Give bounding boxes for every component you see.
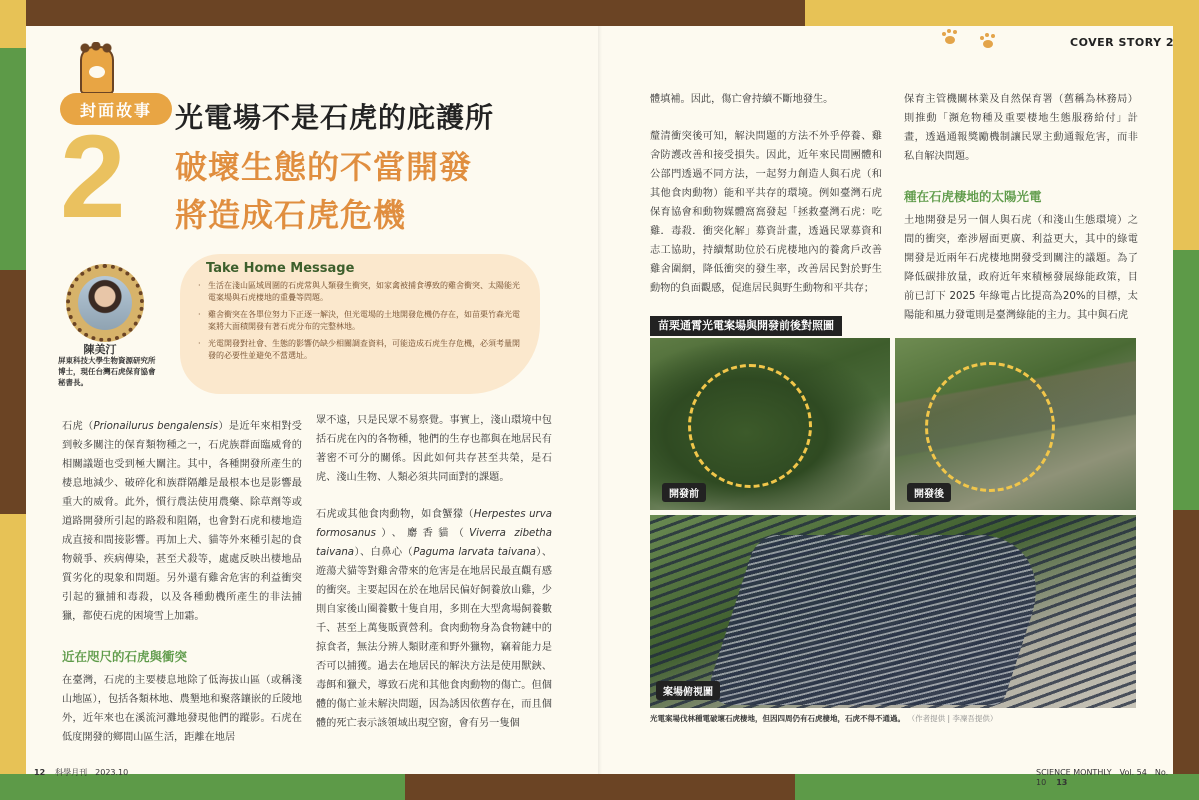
paragraph: 石虎或其他食肉動物，如食蟹獴（Herpestes urva formosanus）、麝香貓（Viverra zibetha taivana）、白鼻心（Paguma larvata taivana）、遊蕩犬貓等對雞舍帶來的危害是在地居民最直觀有感的衝突。主要起因在於在地居民偏好飼養放山雞，少則自家後山圈養數十隻自用，多則在大型禽場飼養數千、甚至上萬隻販賣營利。食肉動物身為食物鏈中的掠食者，無法分辨人類財產和野外獵物，竊着能力是否可以捕獲。過去在地居民的解決方法是使用獸鋏、毒餌和獵犬，導致石虎和其他食肉動物的傷亡。但個體的傷亡並未解決問題，因為誘因依舊存在，而且個體的死亡表示該領域出現空窗，會有另一隻個	[316, 508, 553, 729]
frame-block	[0, 0, 26, 48]
highlight-circle	[688, 364, 812, 488]
paragraph: 石虎（Prionailurus bengalensis）是近年來相對受到較多關注的保育類物種之一，石虎族群面臨威脅的相關議題也受到極大關注。其中，各種開發所產生的棲息地減少、破碎化和族群隔離是最根本也是影響最重大的威脅。此外，慣行農法使用農藥、除草劑等或道路開發所引起的路殺和阻隔，也會對石虎和棲地造成直接和間接影響。再加上犬、貓等外來種引起的食物競爭、疾病傳染，甚至犬殺等，處處反映出棲地品質劣化的現象和問題。另外還有雞舍危害的利益衝突引起的獵捕和毒殺，以及各種動機所產生的非法捕獵，都使石虎的困境雪上加霜。	[62, 421, 302, 622]
body-column-2	[316, 412, 552, 752]
frame-block	[1173, 26, 1199, 250]
figure-title: 苗栗通霄光電案場與開發前後對照圖	[650, 316, 842, 336]
page-number: 13	[1056, 778, 1068, 787]
section-tag: 封面故事	[60, 93, 172, 125]
frame-block	[1173, 510, 1199, 800]
solar-panels	[702, 535, 1057, 705]
photo-aerial-view	[650, 515, 1136, 708]
photo-label: 案場俯視圖	[656, 681, 720, 700]
photo-label: 開發後	[907, 483, 951, 502]
page-number: 12	[34, 768, 46, 777]
photo-before-development	[650, 338, 890, 510]
title-line-1: 光電場不是石虎的庇護所	[175, 101, 495, 134]
author-avatar	[66, 264, 144, 342]
paragraph: 在臺灣，石虎的主要棲息地除了低海拔山區（或稱淺山地區），包括各類林地、農墾地和聚落鑲嵌的丘陵地外，近年來也在溪流河灘地發現他們的蹤影。石虎在低度開發的鄉間山區生活，距離在地居	[62, 674, 302, 743]
subheading: 種在石虎棲地的太陽光電	[904, 188, 1042, 204]
take-home-item: · 光電開發對社會、生態的影響仍缺少相關調查資料，可能造成石虎生存危機，必須考量開發的必要性並避免不當選址。	[198, 338, 520, 363]
take-home-item: · 生活在淺山區域周圍的石虎常與人類發生衝突，如家禽被捕食導致的雞舍衝突、太陽能光電案場與石虎棲地的重疊等問題。	[198, 280, 520, 305]
right-folio: SCIENCE MONTHLY Vol. 54 No. 10 13	[1036, 768, 1169, 787]
species-name: Paguma larvata taivana	[413, 546, 536, 558]
author-bio: 屏東科技大學生物資源研究所博士，現任台灣石虎保育協會秘書長。	[58, 356, 156, 387]
paragraph: 眾不遠，只是民眾不易察覺。事實上，淺山環境中包括石虎在內的各物種，牠們的生存也都與在地居民有著密不可分的關係。因此如何共存甚至共榮，是石虎、淺山生物、人類必須共同面對的課題。	[316, 415, 552, 483]
paragraph: 保育主管機關林業及自然保育署（舊稱為林務局）則推動「瀕危物種及重要棲地生態服務給付」計畫，透過通報獎勵機制讓民眾主動通報危害，而非私自解決問題。	[904, 94, 1138, 162]
author-name: 陳美汀	[83, 343, 117, 356]
species-name: Prionailurus bengalensis	[93, 421, 219, 432]
take-home-title: Take Home Message	[206, 261, 355, 276]
frame-block	[0, 514, 26, 800]
frame-block	[405, 774, 795, 800]
story-number: 2	[60, 111, 126, 243]
left-folio: 12 科學月刊 2023.10	[34, 768, 129, 777]
paragraph: 釐清衝突後可知，解決問題的方法不外乎停養、雞舍防護改善和接受損失。因此，近年來民間團體和公部門透過不同方法，一起努力創造人與石虎（和其他食肉動物）能和平共存的環境。例如臺灣石虎保育協會和動物媒體窩窩發起「拯救臺灣石虎：吃雞．毒殺．衝突化解」募資計畫，透過民眾募資和志工協助，持續幫助位於石虎棲地內的養禽戶改善雞舍圍網，降低衝突的發生率，改善居民對於野生動物的負面觀感，促進居民與野生動物和平共存；	[650, 130, 882, 294]
paragraph: 土地開發是另一個人與石虎（和淺山生態環境）之間的衝突，牽涉層面更廣、利益更大，其中的綠電開發是近兩年石虎棲地開發受到關注的議題。為了降低碳排放量，政府近年來積極發展綠能政策，目前已訂下 2025 年綠電占比提高為20%的目標，太陽能和風力發電則是臺灣綠能的主力。其中與石虎	[904, 215, 1138, 321]
take-home-item: · 雞舍衝突在各單位努力下正逐一解決，但光電場的土地開發危機仍存在，如苗栗竹森光電案將大面積開發有著石虎分布的完整林地。	[198, 309, 520, 334]
take-home-list	[198, 280, 520, 366]
figure-caption: 光電案場伐林種電破壞石虎棲地，但因四周仍有石虎棲地，石虎不得不通過。 （作者提供 | 李凜吾提供）	[650, 714, 998, 723]
species-name: Herpestes urva formosanus	[316, 508, 552, 539]
photo-label: 開發前	[662, 483, 706, 502]
title-line-2: 破壞生態的不當開發	[175, 148, 473, 186]
frame-block	[0, 48, 26, 270]
frame-block	[1173, 250, 1199, 510]
body-column-3	[650, 91, 882, 317]
cover-story-label: COVER STORY 2	[1070, 36, 1175, 49]
subheading: 近在咫尺的石虎與衝突	[62, 648, 188, 664]
body-column-1	[62, 418, 302, 766]
frame-block	[395, 0, 805, 26]
photo-credit: （作者提供 | 李凜吾提供）	[907, 714, 998, 723]
frame-block	[0, 270, 26, 514]
photo-after-development	[895, 338, 1136, 510]
page-gutter	[598, 26, 602, 774]
species-name: Viverra zibetha taivana	[316, 527, 552, 558]
paragraph: 體填補。因此，傷亡會持續不斷地發生。	[650, 94, 834, 105]
paw-prints-icon	[938, 24, 1008, 54]
title-line-3: 將造成石虎危機	[175, 196, 407, 234]
frame-block	[805, 0, 1199, 26]
body-column-4	[904, 91, 1138, 344]
highlight-circle	[925, 362, 1055, 492]
cat-paw-icon	[80, 46, 114, 94]
